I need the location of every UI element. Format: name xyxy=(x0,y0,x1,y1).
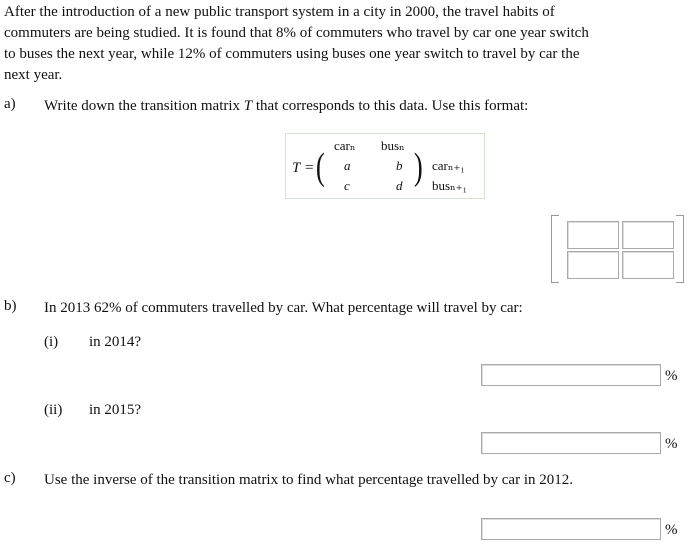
matrix-cell-a[interactable] xyxy=(567,221,619,249)
matrix-answer xyxy=(551,215,684,281)
percent-unit-2014: % xyxy=(665,368,678,384)
part-a-label: a) xyxy=(4,96,16,112)
part-a-text-before: Write down the transition matrix xyxy=(44,98,244,114)
matrix-left-bracket xyxy=(551,215,559,283)
answer-2015-input[interactable] xyxy=(481,432,661,454)
part-b-question: In 2013 62% of commuters travelled by car. What percentage will travel by car: xyxy=(44,300,523,316)
legend-equals: = xyxy=(305,160,314,176)
problem-intro: After the introduction of a new public transport system in a city in 2000, the travel habits of commuters are being studied. It is found that 8% of commuters who travel by car one year switch to buses the next year, while 12% of commuters using buses one year switch to travel by car the next year. xyxy=(4,4,589,83)
part-b-ii-text: in 2015? xyxy=(89,402,142,418)
legend-col-bus: busₙ xyxy=(381,138,405,153)
legend-c: c xyxy=(344,178,350,193)
part-b-label: b) xyxy=(4,298,17,314)
matrix-format-legend xyxy=(285,133,485,199)
matrix-cell-d[interactable] xyxy=(622,251,674,279)
legend-row-car: carₙ₊₁ xyxy=(432,158,465,173)
part-a-text-after: that corresponds to this data. Use this format: xyxy=(252,98,529,114)
legend-col-car: carₙ xyxy=(334,138,356,153)
legend-row-bus: busₙ₊₁ xyxy=(432,178,468,193)
left-paren: ( xyxy=(315,146,325,188)
legend-a: a xyxy=(344,158,351,173)
percent-unit-2012: % xyxy=(665,522,678,538)
part-c-label: c) xyxy=(4,470,16,486)
part-b-ii-label: (ii) xyxy=(44,402,63,418)
legend-b: b xyxy=(396,158,403,173)
part-b-i-text: in 2014? xyxy=(89,334,142,350)
answer-2014-input[interactable] xyxy=(481,364,661,386)
matrix-variable: T xyxy=(243,98,253,114)
percent-unit-2015: % xyxy=(665,436,678,452)
answer-2012-input[interactable] xyxy=(481,518,661,540)
legend-d: d xyxy=(396,178,403,193)
matrix-right-bracket xyxy=(676,215,684,283)
part-c-question: Use the inverse of the transition matrix to find what percentage travelled by car in 2012. xyxy=(44,472,573,488)
matrix-cell-b[interactable] xyxy=(622,221,674,249)
matrix-cell-c[interactable] xyxy=(567,251,619,279)
part-b-i-label: (i) xyxy=(44,334,59,350)
right-paren: ) xyxy=(413,146,423,188)
part-a-question xyxy=(44,96,528,117)
legend-t: T xyxy=(292,160,301,176)
